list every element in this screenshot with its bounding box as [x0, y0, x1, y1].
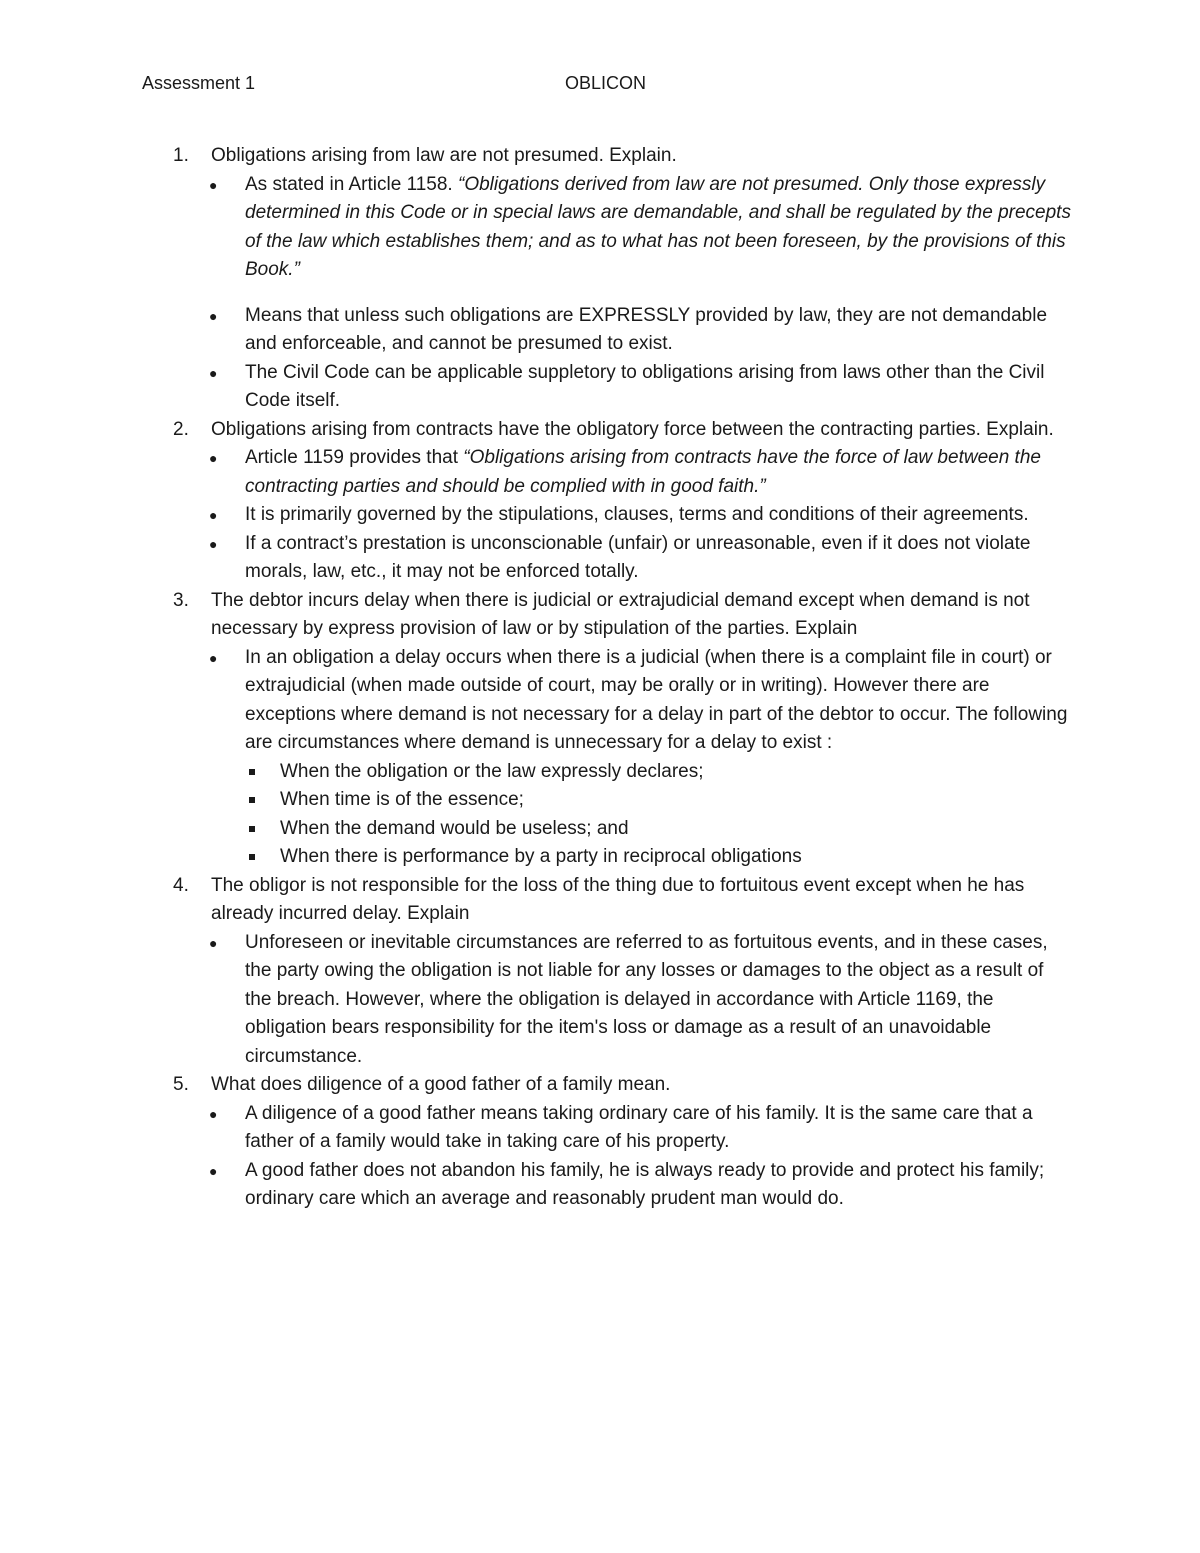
- question-2: [173, 416, 1073, 445]
- article-quote: “Obligations derived from law are not presumed. Only those expressly determined in this Code or in special laws are demandable, and shall be regulated by the precepts of the law which establishes them; and as to what has not been foreseen, by the provisions of this Book.”: [245, 173, 1071, 280]
- answer-bullet: [173, 530, 1073, 587]
- answer-text: A good father does not abandon his family, he is always ready to provide and protect his family; ordinary care which an average and reasonably prudent man would do.: [245, 1159, 1045, 1209]
- answer-text: If a contract’s prestation is unconscionable (unfair) or unreasonable, even if it does not violate morals, law, etc., it may not be enforced totally.: [245, 532, 1031, 582]
- question-number: 1.: [173, 145, 189, 166]
- answer-bullet: [173, 501, 1073, 530]
- sub-bullet: [245, 758, 1073, 787]
- question-text: The debtor incurs delay when there is judicial or extrajudicial demand except when demand is not necessary by express provision of law or by stipulation of the parties. Explain: [211, 589, 1030, 639]
- question-text: What does diligence of a good father of a family mean.: [211, 1074, 671, 1095]
- question-5: [173, 1071, 1073, 1100]
- bullet-icon: ●: [209, 307, 218, 324]
- sub-bullet-text: When there is performance by a party in reciprocal obligations: [280, 846, 802, 867]
- sub-bullet-text: When the demand would be useless; and: [280, 817, 629, 839]
- answer-list-2: [173, 444, 1073, 587]
- bullet-icon: ●: [209, 535, 218, 552]
- bullet-icon: ●: [209, 450, 218, 466]
- bullet-icon: ●: [209, 507, 218, 523]
- answer-bullet: [173, 929, 1073, 1072]
- answer-list-4: [173, 929, 1073, 1072]
- bullet-icon: ●: [209, 176, 218, 193]
- sub-bullet: [245, 815, 1073, 844]
- answer-text: Unforeseen or inevitable circumstances are referred to as fortuitous events, and in these cases, the party owing the obligation is not liable for any losses or damages to the object as a result of the breach. However, where the obligation is delayed in accordance with Article 1169, the obligation bears responsibility for the item's loss or damage as a result of an unavoidable circumstance.: [245, 931, 1048, 1067]
- sub-list: [245, 758, 1073, 872]
- answer-text: Means that unless such obligations are EXPRESSLY provided by law, they are not demandable and enforceable, and cannot be presumed to exist.: [245, 304, 1048, 354]
- answer-text: It is primarily governed by the stipulations, clauses, terms and conditions of their agreements.: [245, 504, 1029, 525]
- square-bullet-icon: [249, 797, 255, 803]
- sub-bullet: [245, 843, 1073, 872]
- bullet-icon: ●: [209, 649, 218, 666]
- question-text: Obligations arising from law are not presumed. Explain.: [211, 145, 677, 166]
- question-number: 5.: [173, 1074, 189, 1095]
- answer-bullet: [173, 444, 1073, 501]
- answer-bullet: [173, 1100, 1073, 1157]
- bullet-icon: ●: [209, 1162, 218, 1179]
- answer-list-3: [173, 644, 1073, 872]
- question-number: 2.: [173, 418, 189, 440]
- sub-bullet: [245, 786, 1073, 815]
- question-text: The obligor is not responsible for the loss of the thing due to fortuitous event except when he has already incurred delay. Explain: [211, 874, 1025, 924]
- question-number: 3.: [173, 589, 189, 611]
- square-bullet-icon: [249, 769, 255, 775]
- question-number: 4.: [173, 874, 189, 896]
- bullet-icon: ●: [209, 1105, 218, 1122]
- answer-bullet: [173, 1157, 1073, 1214]
- answer-text: The Civil Code can be applicable suppletory to obligations arising from laws other than the Civil Code itself.: [245, 361, 1045, 411]
- answer-text: In an obligation a delay occurs when there is a judicial (when there is a complaint file in court) or extrajudicial (when made outside of court, may be orally or in writing). However there are exceptions where demand is not necessary for a delay in part of the debtor to occur. The following are circumstances where demand is unnecessary for a delay to exist :: [245, 646, 1068, 753]
- header-title-left: Assessment 1: [142, 73, 256, 93]
- question-text: Obligations arising from contracts have the obligatory force between the contracting parties. Explain.: [211, 418, 1054, 440]
- answer-bullet: [173, 644, 1073, 872]
- bullet-icon: ●: [209, 934, 218, 951]
- sub-bullet-text: When the obligation or the law expressly declares;: [280, 760, 704, 782]
- bullet-icon: ●: [209, 364, 218, 381]
- question-4: [173, 872, 1073, 929]
- answer-text: Article 1159 provides that: [245, 447, 464, 468]
- sub-bullet-text: When time is of the essence;: [280, 789, 524, 810]
- answer-text: As stated in Article 1158.: [245, 173, 458, 195]
- header-title-right: OBLICON: [565, 73, 647, 93]
- answer-bullet: [173, 359, 1073, 416]
- question-1: [173, 142, 1073, 171]
- question-3: [173, 587, 1073, 644]
- answer-list-5: [173, 1100, 1073, 1214]
- article-quote: “Obligations arising from contracts have the force of law between the contracting parties and should be complied with in good faith.”: [245, 447, 1041, 497]
- square-bullet-icon: [249, 826, 255, 832]
- document-body: [173, 142, 1073, 1214]
- answer-list-1: [173, 171, 1073, 416]
- answer-bullet: [173, 302, 1073, 359]
- answer-text: A diligence of a good father means taking ordinary care of his family. It is the same care that a father of a family would take in taking care of his property.: [245, 1102, 1033, 1152]
- answer-bullet: [173, 171, 1073, 285]
- square-bullet-icon: [249, 854, 255, 860]
- page-header: [142, 73, 1142, 99]
